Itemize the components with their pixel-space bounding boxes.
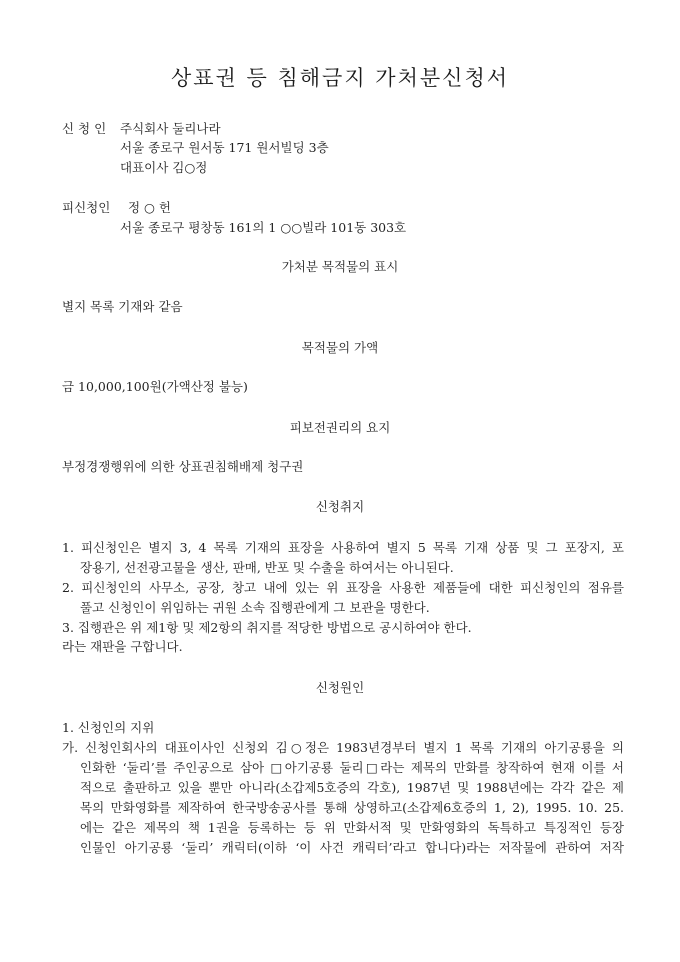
applicant-name: 주식회사 둘리나라	[120, 121, 221, 136]
purpose-line: 1. 피신청인은 별지 3, 4 목록 기재의 표장을 사용하여 별지 5 목록 기재 상품 및 그 포장지, 포	[62, 540, 624, 555]
respondent-label: 피신청인	[62, 200, 111, 215]
value-heading: 목적물의 가액	[301, 340, 379, 355]
cause-line: 에는 같은 제목의 책 1권을 등록하는 등 위 만화서적 및 만화영화의 독특하고 특징적인 등장	[80, 820, 624, 835]
cause-line: 목의 만화영화를 제작하여 한국방송공사를 통해 상영하고(소갑제6호증의 1, 2), 1995. 10. 25.	[80, 800, 624, 815]
cause-subheading: 1. 신청인의 지위	[62, 720, 155, 735]
object-heading: 가처분 목적물의 표시	[281, 259, 399, 274]
cause-line: 인물인 아기공룡 ‘둘리’ 캐릭터(이하 ‘이 사건 캐릭터’라고 합니다)라는 저작물에 관하여 저작	[80, 840, 624, 855]
value-text: 금 10,000,100원(가액산정 불능)	[62, 379, 248, 394]
purpose-line: 3. 집행관은 위 제1항 및 제2항의 취지를 적당한 방법으로 공시하여야 한다.	[62, 620, 472, 635]
purpose-line: 라는 재판을 구합니다.	[62, 639, 183, 654]
purpose-line: 풀고 신청인이 위임하는 귀원 소속 집행관에게 그 보관을 명한다.	[80, 600, 430, 615]
cause-heading: 신청원인	[315, 680, 365, 695]
document-title: 상표권 등 침해금지 가처분신청서	[170, 66, 510, 90]
applicant-address: 서울 종로구 원서동 171 원서빌딩 3층	[120, 140, 329, 155]
right-text: 부정경쟁행위에 의한 상표권침해배제 청구권	[62, 459, 304, 474]
cause-line: 적으로 출판하고 있을 뿐만 아니라(소갑제5호증의 각호), 1987년 및 1988년에는 각각 같은 제	[80, 780, 624, 795]
applicant-representative: 대표이사 김○정	[120, 160, 208, 175]
applicant-label: 신 청 인	[62, 121, 107, 136]
purpose-heading: 신청취지	[315, 499, 365, 514]
cause-line: 가. 신청인회사의 대표이사인 신청외 김○정은 1983년경부터 별지 1 목록 기재의 아기공룡을 의	[62, 740, 624, 755]
right-heading: 피보전권리의 요지	[289, 420, 391, 435]
cause-line: 인화한 ‘둘리’를 주인공으로 삼아 □아기공룡 둘리□라는 제목의 만화를 창작하여 현재 이를 서	[80, 760, 624, 775]
purpose-line: 장용기, 선전광고물을 생산, 판매, 반포 및 수출을 하여서는 아니된다.	[80, 560, 454, 575]
respondent-address: 서울 종로구 평창동 161의 1 ○○빌라 101동 303호	[120, 220, 407, 235]
respondent-name: 정 ○ 헌	[128, 200, 172, 215]
purpose-line: 2. 피신청인의 사무소, 공장, 창고 내에 있는 위 표장을 사용한 제품들에 대한 피신청인의 점유를	[62, 580, 624, 595]
object-text: 별지 목록 기재와 같음	[62, 299, 183, 314]
